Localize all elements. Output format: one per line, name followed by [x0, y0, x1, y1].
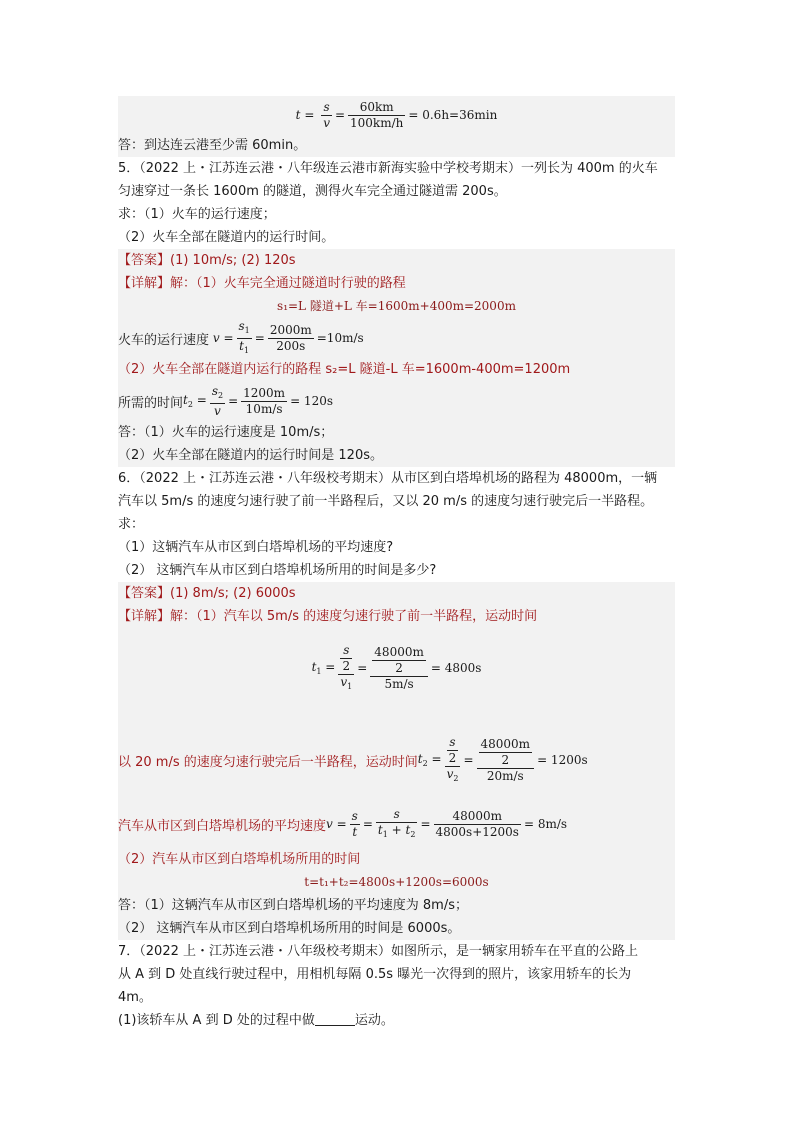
q6-t1-equation: $t_1$ = $\frac{\frac{s}{2}}{v_1}$ = $\frac{\frac{48000m}{2}}{5m/s}$ = 4800s — [311, 642, 482, 691]
q6-avg-label: 汽车从市区到白塔埠机场的平均速度 — [118, 818, 327, 834]
q4-solution-tail — [118, 96, 675, 157]
q5-eq-distance: s₁=L 隧道+L 车=1600m+400m=2000m — [277, 299, 516, 313]
q6-final-1: 答：（1）这辆汽车从市区到白塔埠机场的平均速度为 8m/s； — [118, 898, 468, 913]
q4-answer: 答：到达连云港至少需 60min。 — [118, 138, 307, 153]
q6-part2: （2）汽车从市区到白塔埠机场所用的时间 — [118, 852, 361, 867]
q5-answer: 【答案】(1) 10m/s; (2) 120s — [118, 253, 296, 268]
q6-t2-row: 以 20 m/s 的速度匀速行驶完后一半路程，运动时间 $t_2$ = $\frac{\frac{s}{2}}{v_2}$ = $\frac{\frac{48000m}{2}}{20m/s}$ = 1200s — [118, 734, 588, 783]
q5-ask-2: （2）火车全部在隧道内的运行时间。 — [118, 230, 335, 245]
q7-stem-line2: 从 A 到 D 处直线行驶过程中，用相机每隔 0.5s 曝光一次得到的照片，该家用轿车的长为 — [118, 967, 632, 982]
q5-time-label: 所需的时间 — [118, 395, 184, 411]
question-7 — [118, 940, 675, 1032]
q5-stem-line1: 5．（2022 上・江苏连云港・八年级连云港市新海实验中学校考期末）一列长为 400m 的火车 — [118, 161, 658, 176]
q4-equation: t = $\frac{s}{v}$ = $\frac{60km}{100km/h}$ = 0.6h=36min — [295, 99, 498, 130]
q5-solution — [118, 249, 675, 467]
q7-stem-line1: 7．（2022 上・江苏连云港・八年级校考期末）如图所示，是一辆家用轿车在平直的公路上 — [118, 944, 638, 959]
q5-stem-line2: 匀速穿过一条长 1600m 的隧道，测得火车完全通过隧道需 200s。 — [118, 184, 507, 199]
question-6 — [118, 467, 675, 582]
q5-detail: 【详解】解：（1）火车完全通过隧道时行驶的路程 — [118, 276, 406, 291]
q5-time-row: 所需的时间 $t_2$ = $\frac{s_2}{v}$ = $\frac{1200m}{10m/s}$ = 120s — [118, 383, 333, 418]
q6-ask-1: （1）这辆汽车从市区到白塔埠机场的平均速度? — [118, 540, 394, 555]
q7-stem-line3: 4m。 — [118, 990, 152, 1005]
q5-speed-row: 火车的运行速度 v = $\frac{s_1}{t_1}$ = $\frac{2000m}{200s}$ =10m/s — [118, 318, 364, 355]
q5-speed-label: 火车的运行速度 — [118, 332, 210, 348]
question-5 — [118, 157, 675, 249]
q5-part2: （2）火车全部在隧道内运行的路程 s₂=L 隧道-L 车=1600m-400m=1200m — [118, 362, 571, 377]
q6-ask-2: （2） 这辆汽车从市区到白塔埠机场所用的时间是多少? — [118, 563, 437, 578]
q6-answer: 【答案】(1) 8m/s; (2) 6000s — [118, 586, 296, 601]
q6-avg-row: 汽车从市区到白塔埠机场的平均速度 v = $\frac{s}{t}$ = $\frac{s}{t_1 + t_2}$ = $\frac{48000m}{4800s+1200s}$ = 8m/s — [118, 806, 568, 839]
q7-answer-blank[interactable] — [315, 1013, 355, 1026]
q5-ask-1: 求：（1）火车的运行速度； — [118, 207, 276, 222]
q6-detail: 【详解】解：（1）汽车以 5m/s 的速度匀速行驶了前一半路程，运动时间 — [118, 609, 538, 624]
worksheet-content — [118, 96, 675, 1032]
q6-t2-label: 以 20 m/s 的速度匀速行驶完后一半路程，运动时间 — [118, 754, 418, 770]
q6-stem-line1: 6．（2022 上・江苏连云港・八年级校考期末）从市区到白塔埠机场的路程为 48000m，一辆 — [118, 471, 658, 486]
q6-solution — [118, 582, 675, 940]
q7-sub-1: (1)该轿车从 A 到 D 处的过程中做 运动。 — [118, 1013, 394, 1028]
q5-final-2: （2）火车全部在隧道内的运行时间是 120s。 — [118, 448, 383, 463]
q6-stem-line2: 汽车以 5m/s 的速度匀速行驶了前一半路程后，又以 20 m/s 的速度匀速行驶完后一半路程。 — [118, 494, 654, 509]
q6-final-2: （2） 这辆汽车从市区到白塔埠机场所用的时间是 6000s。 — [118, 921, 461, 936]
q6-ask: 求： — [118, 517, 145, 532]
q6-eq-total: t=t₁+t₂=4800s+1200s=6000s — [304, 875, 489, 889]
q5-final-1: 答：（1）火车的运行速度是 10m/s； — [118, 425, 334, 440]
